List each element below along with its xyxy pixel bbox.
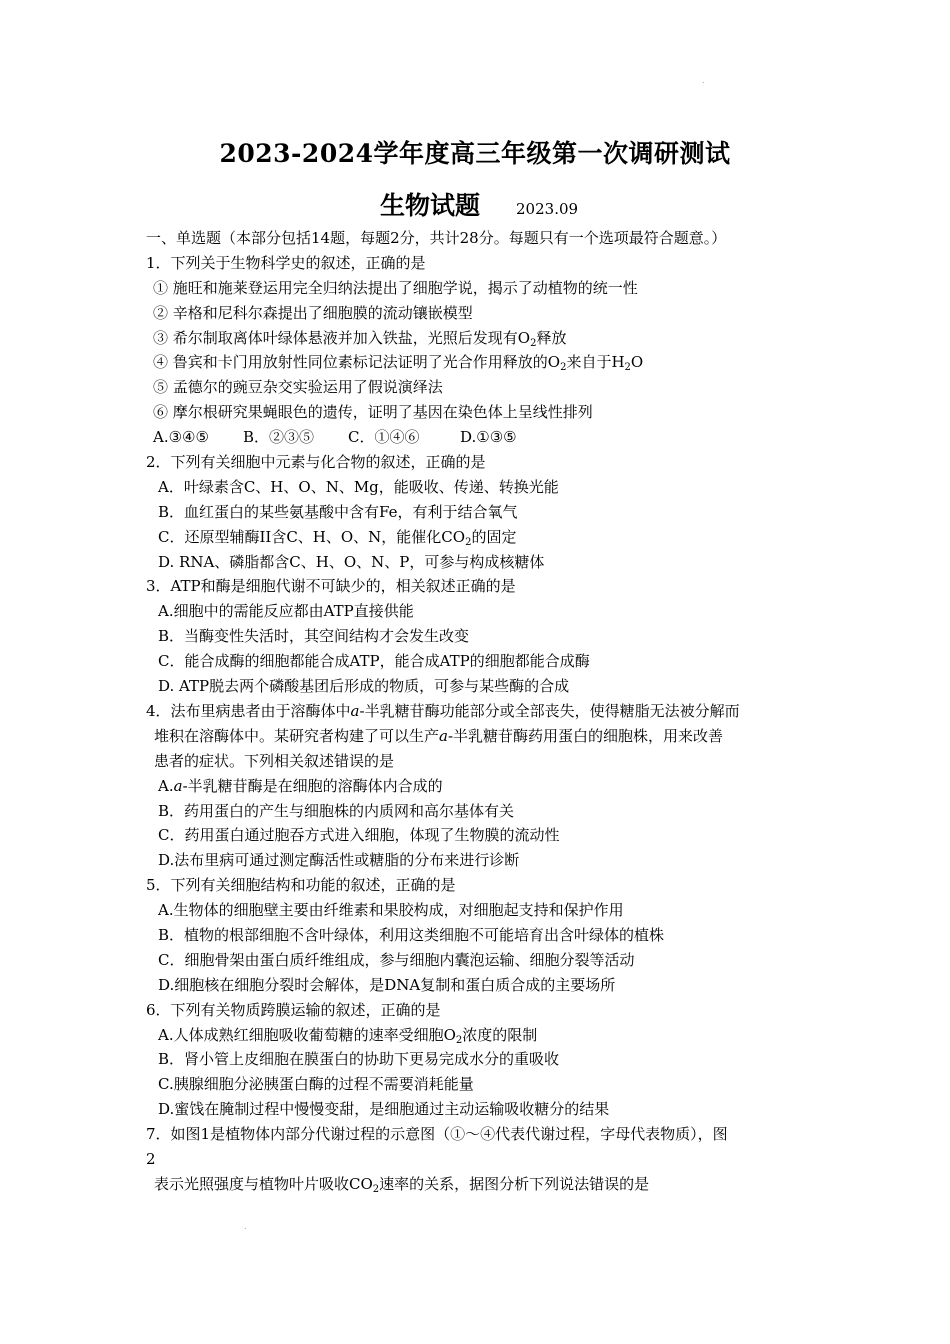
q1-statement-4: ④ 鲁宾和卡门用放射性同位素标记法证明了光合作用释放的$O_2$来自于$H_2O$	[153, 353, 644, 374]
q3-option-d: D. ATP脱去两个磷酸基团后形成的物质，可参与某些酶的合成	[158, 677, 570, 696]
q5-option-b: B．植物的根部细胞不含叶绿体，利用这类细胞不可能培育出含叶绿体的植株	[158, 925, 665, 944]
q1-statement-5: ⑤ 孟德尔的豌豆杂交实验运用了假说演绎法	[153, 378, 443, 397]
q1-option-d: D.①③⑤	[460, 428, 517, 447]
q1-option-c: C．①④⑥	[348, 428, 420, 447]
q1-option-b: B．②③⑤	[243, 428, 315, 447]
q1-stem: 1．下列关于生物科学史的叙述，正确的是	[146, 253, 426, 272]
q2-option-b: B．血红蛋白的某些氨基酸中含有Fe，有利于结合氧气	[158, 502, 518, 521]
q5-stem: 5．下列有关细胞结构和功能的叙述，正确的是	[146, 876, 456, 895]
q3-option-b: B．当酶变性失活时，其空间结构才会发生改变	[158, 627, 470, 646]
q5-option-a: A.生物体的细胞壁主要由纤维素和果胶构成，对细胞起支持和保护作用	[158, 901, 624, 920]
q7-stem-line-1: 7．如图1是植物体内部分代谢过程的示意图（①～④代表代谢过程，字母代表物质），图	[146, 1125, 728, 1144]
exam-date: 2023.09	[516, 200, 579, 218]
q1-option-a: A.③④⑤	[153, 428, 209, 447]
q2-option-a: A．叶绿素含C、H、O、N、Mg，能吸收、传递、转换光能	[158, 477, 559, 496]
q6-option-c: C.胰腺细胞分泌胰蛋白酶的过程不需要消耗能量	[158, 1075, 474, 1094]
q3-stem: 3．ATP和酶是细胞代谢不可缺少的，相关叙述正确的是	[146, 577, 516, 596]
q1-options	[146, 425, 814, 450]
subtitle-row	[380, 186, 578, 222]
q6-option-d: D.蜜饯在腌制过程中慢慢变甜，是细胞通过主动运输吸收糖分的结果	[158, 1100, 610, 1119]
q7-stem-line-3: 表示光照强度与植物叶片吸收$CO_2$速率的关系，据图分析下列说法错误的是	[154, 1174, 650, 1195]
q6-option-a: A.人体成熟红细胞吸收葡萄糖的速率受细胞$O_2$浓度的限制	[158, 1025, 538, 1046]
q3-option-a: A.细胞中的需能反应都由ATP直接供能	[158, 602, 414, 621]
exam-title: 2023-2024学年度高三年级第一次调研测试	[219, 139, 731, 168]
q5-option-d: D.细胞核在细胞分裂时会解体，是DNA复制和蛋白质合成的主要场所	[158, 975, 616, 994]
q4-option-c: C．药用蛋白通过胞吞方式进入细胞，体现了生物膜的流动性	[158, 826, 560, 845]
q4-stem-line-1: 4．法布里病患者由于溶酶体中a-半乳糖苷酶功能部分或全部丧失，使得糖脂无法被分解而	[146, 701, 740, 720]
q3-option-c: C．能合成酶的细胞都能合成ATP，能合成ATP的细胞都能合成酶	[158, 652, 590, 671]
q2-option-d: D. RNA、磷脂都含C、H、O、N、P，可参与构成核糖体	[158, 552, 545, 571]
scan-speck: .	[702, 76, 705, 85]
q6-stem: 6．下列有关物质跨膜运输的叙述，正确的是	[146, 1000, 441, 1019]
q1-statement-1: ① 施旺和施莱登运用完全归纳法提出了细胞学说，揭示了动植物的统一性	[153, 278, 638, 297]
q4-option-d: D.法布里病可通过测定酶活性或糖脂的分布来进行诊断	[158, 851, 520, 870]
q5-option-c: C．细胞骨架由蛋白质纤维组成，参与细胞内囊泡运输、细胞分裂等活动	[158, 950, 635, 969]
scan-speck: .	[244, 1222, 247, 1231]
q6-option-b: B．肾小管上皮细胞在膜蛋白的协助下更易完成水分的重吸收	[158, 1050, 560, 1069]
q1-statement-2: ② 辛格和尼科尔森提出了细胞膜的流动镶嵌模型	[153, 303, 473, 322]
q2-option-c: C．还原型辅酶II含C、H、O、N，能催化$CO_2$的固定	[158, 527, 517, 548]
q4-option-a: A.a-半乳糖苷酶是在细胞的溶酶体内合成的	[158, 776, 443, 795]
q4-option-b: B．药用蛋白的产生与细胞株的内质网和高尔基体有关	[158, 801, 515, 820]
q1-statement-6: ⑥ 摩尔根研究果蝇眼色的遗传，证明了基因在染色体上呈线性排列	[153, 403, 593, 422]
q4-stem-line-2: 堆积在溶酶体中。某研究者构建了可以生产a-半乳糖苷酶药用蛋白的细胞株，用来改善	[154, 726, 724, 745]
q7-stem-line-2: 2	[146, 1149, 156, 1168]
question-body	[146, 226, 814, 1197]
q2-stem: 2．下列有关细胞中元素与化合物的叙述，正确的是	[146, 453, 486, 472]
q4-stem-line-3: 患者的症状。下列相关叙述错误的是	[154, 751, 395, 770]
section-heading: 一、单选题（本部分包括14题，每题2分，共计28分。每题只有一个选项最符合题意。）	[146, 229, 727, 247]
exam-subject: 生物试题	[380, 191, 481, 220]
q1-statement-3: ③ 希尔制取离体叶绿体悬液并加入铁盐，光照后发现有$O_2$释放	[153, 328, 567, 349]
